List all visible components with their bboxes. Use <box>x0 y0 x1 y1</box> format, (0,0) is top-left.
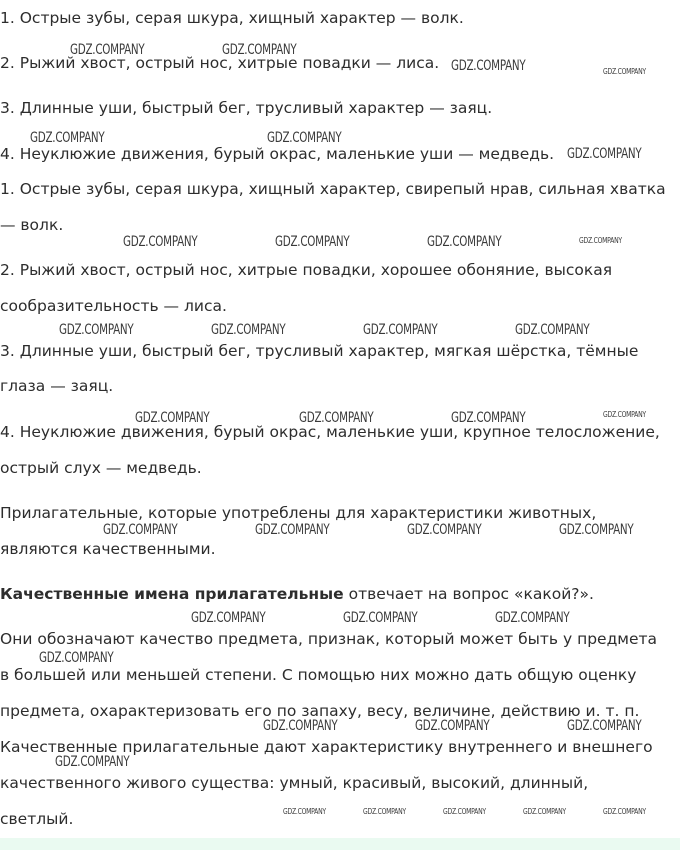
watermark: GDZ.COMPANY <box>30 130 105 146</box>
watermark: GDZ.COMPANY <box>123 234 198 250</box>
text-fragment: отвечает на вопрос «какой?». <box>348 585 594 603</box>
watermark: GDZ.COMPANY <box>523 807 566 816</box>
text-line: 4. Неуклюжие движения, бурый окрас, маленькие уши — медведь. <box>0 145 555 163</box>
watermark: GDZ.COMPANY <box>275 234 350 250</box>
watermark: GDZ.COMPANY <box>363 807 406 816</box>
text-line: 1. Острые зубы, серая шкура, хищный характер, свирепый нрав, сильная хватка <box>0 180 666 198</box>
watermark: GDZ.COMPANY <box>363 322 438 338</box>
watermark: GDZ.COMPANY <box>443 807 486 816</box>
text-line: глаза — заяц. <box>0 377 114 395</box>
text-line: являются качественными. <box>0 540 216 558</box>
watermark: GDZ.COMPANY <box>603 807 646 816</box>
watermark: GDZ.COMPANY <box>567 146 642 162</box>
watermark: GDZ.COMPANY <box>59 322 134 338</box>
watermark: GDZ.COMPANY <box>415 718 490 734</box>
watermark: GDZ.COMPANY <box>559 522 634 538</box>
bottom-strip <box>0 838 680 850</box>
watermark: GDZ.COMPANY <box>495 610 570 626</box>
watermark: GDZ.COMPANY <box>103 522 178 538</box>
watermark: GDZ.COMPANY <box>603 67 646 76</box>
text-line: Прилагательные, которые употреблены для характеристики животных, <box>0 504 597 522</box>
text-line: 3. Длинные уши, быстрый бег, трусливый характер, мягкая шёрстка, тёмные <box>0 342 639 360</box>
watermark: GDZ.COMPANY <box>255 522 330 538</box>
text-line: в большей или меньшей степени. С помощью них можно дать общую оценку <box>0 666 637 684</box>
watermark: GDZ.COMPANY <box>451 410 526 426</box>
text-line: светлый. <box>0 810 74 828</box>
text-line: качественного живого существа: умный, красивый, высокий, длинный, <box>0 774 589 792</box>
text-line: 4. Неуклюжие движения, бурый окрас, маленькие уши, крупное телосложение, <box>0 423 660 441</box>
watermark: GDZ.COMPANY <box>579 236 622 245</box>
watermark: GDZ.COMPANY <box>299 410 374 426</box>
text-line: — волк. <box>0 216 64 234</box>
text-line: 2. Рыжий хвост, острый нос, хитрые повадки, хорошее обоняние, высокая <box>0 261 613 279</box>
watermark: GDZ.COMPANY <box>283 807 326 816</box>
text-line: Они обозначают качество предмета, признак, который может быть у предмета <box>0 630 658 648</box>
text-line: предмета, охарактеризовать его по запаху, весу, величине, действию и. т. п. <box>0 702 640 720</box>
text-line: острый слух — медведь. <box>0 459 202 477</box>
text-line: 3. Длинные уши, быстрый бег, трусливый характер — заяц. <box>0 99 493 117</box>
watermark: GDZ.COMPANY <box>191 610 266 626</box>
bold-term: Качественные имена прилагательные <box>0 585 344 603</box>
watermark: GDZ.COMPANY <box>515 322 590 338</box>
watermark: GDZ.COMPANY <box>70 42 145 58</box>
watermark: GDZ.COMPANY <box>263 718 338 734</box>
text-line: сообразительность — лиса. <box>0 297 227 315</box>
text-line: 2. Рыжий хвост, острый нос, хитрые повадки — лиса. <box>0 54 440 72</box>
watermark: GDZ.COMPANY <box>567 718 642 734</box>
watermark: GDZ.COMPANY <box>55 754 130 770</box>
text-line: 1. Острые зубы, серая шкура, хищный характер — волк. <box>0 9 464 27</box>
watermark: GDZ.COMPANY <box>267 130 342 146</box>
watermark: GDZ.COMPANY <box>603 410 646 419</box>
watermark: GDZ.COMPANY <box>451 58 526 74</box>
watermark: GDZ.COMPANY <box>343 610 418 626</box>
definition-line <box>0 584 594 604</box>
watermark: GDZ.COMPANY <box>39 650 114 666</box>
text-line: Качественные прилагательные дают характеристику внутреннего и внешнего <box>0 738 653 756</box>
watermark: GDZ.COMPANY <box>135 410 210 426</box>
watermark: GDZ.COMPANY <box>427 234 502 250</box>
watermark: GDZ.COMPANY <box>407 522 482 538</box>
watermark: GDZ.COMPANY <box>211 322 286 338</box>
watermark: GDZ.COMPANY <box>222 42 297 58</box>
